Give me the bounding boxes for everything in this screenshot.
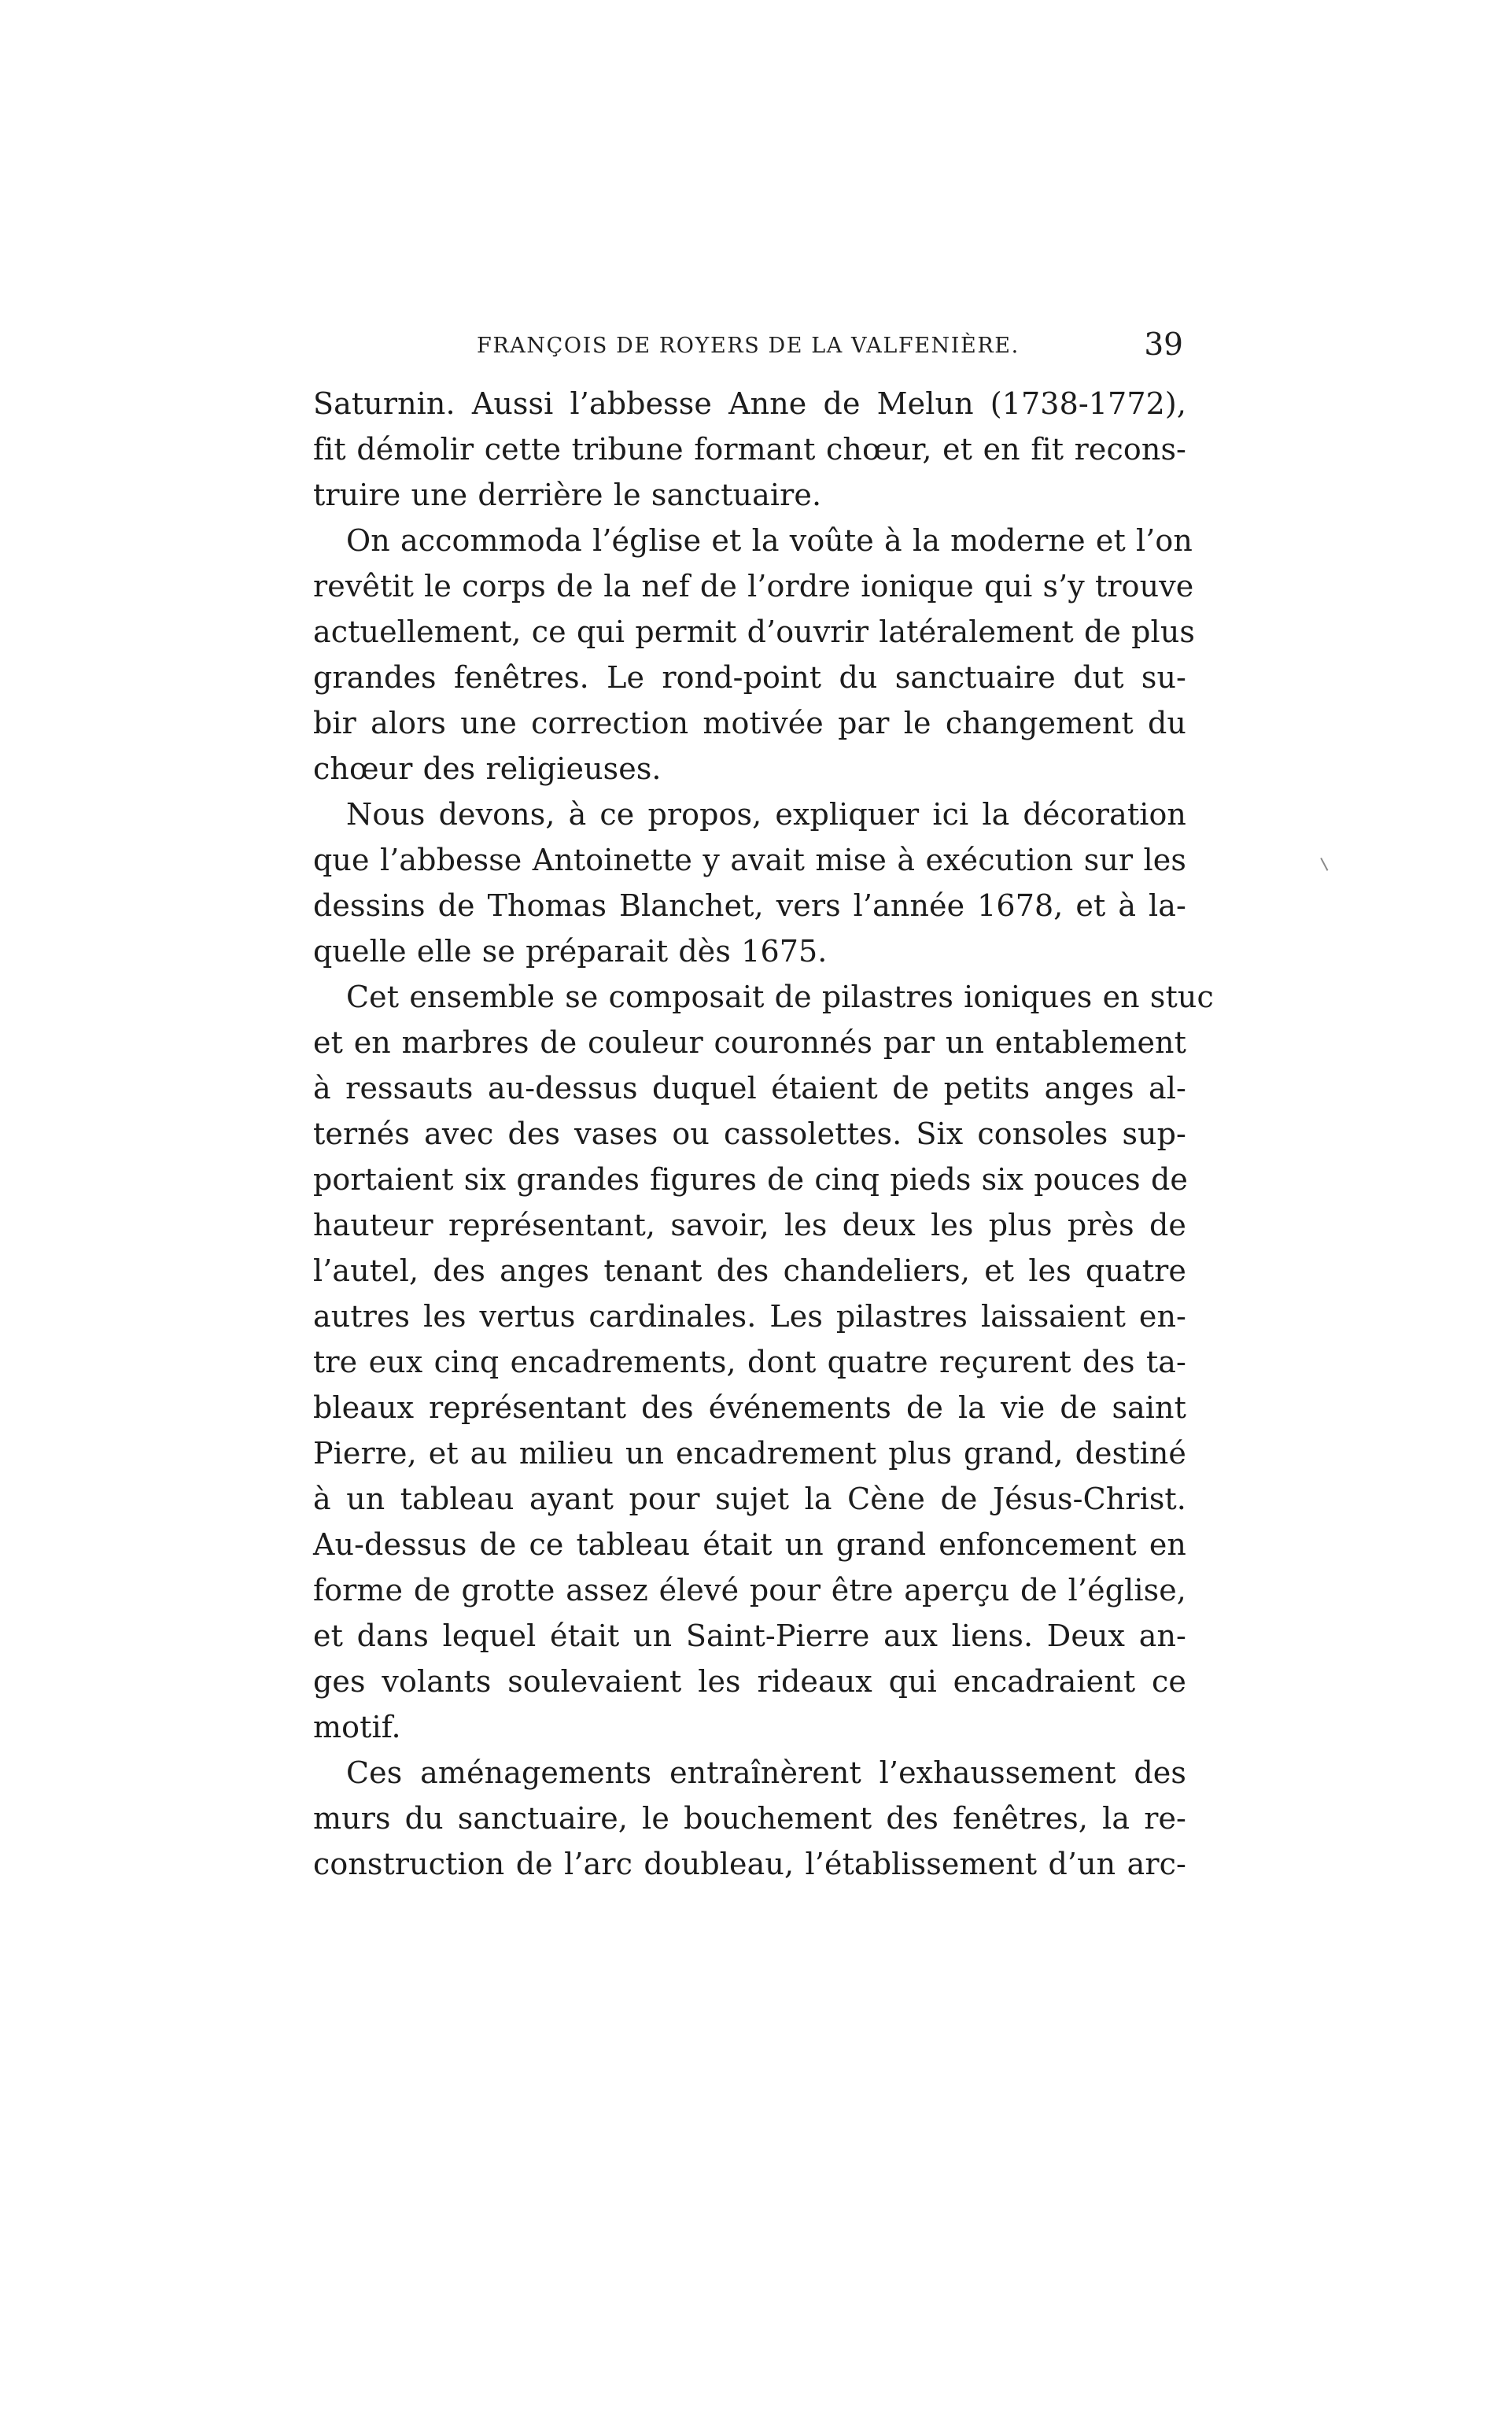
text-line: revêtit le corps de la nef de l’ordre ionique qui s’y trouve: [313, 569, 1194, 603]
text-line: ternés avec des vases ou cassolettes. Six consoles sup-: [313, 1117, 1186, 1151]
text-line: actuellement, ce qui permit d’ouvrir latéralement de plus: [313, 615, 1195, 649]
text-line: murs du sanctuaire, le bouchement des fenêtres, la re-: [313, 1801, 1186, 1836]
body-text: [313, 381, 1214, 1915]
text-line: portaient six grandes figures de cinq pieds six pouces de: [313, 1162, 1188, 1197]
text-line: construction de l’arc doubleau, l’établissement d’un arc-: [313, 1847, 1186, 1881]
margin-pencil-mark: [1320, 855, 1333, 871]
text-line: Nous devons, à ce propos, expliquer ici la décoration: [346, 797, 1186, 832]
text-line: autres les vertus cardinales. Les pilastres laissaient en-: [313, 1299, 1186, 1334]
text-line: Ces aménagements entraînèrent l’exhaussement des: [346, 1755, 1186, 1790]
text-line: bir alors une correction motivée par le changement du: [313, 706, 1186, 740]
text-line: bleaux représentant des événements de la vie de saint: [313, 1390, 1186, 1425]
text-line: et en marbres de couleur couronnés par un entablement: [313, 1025, 1186, 1060]
page-number: 39: [1144, 327, 1183, 363]
text-line: truire une derrière le sanctuaire.: [313, 478, 822, 512]
text-line: motif.: [313, 1710, 401, 1744]
text-line: On accommoda l’église et la voûte à la moderne et l’on: [346, 523, 1193, 558]
text-line: fit démolir cette tribune formant chœur, et en fit recons-: [313, 432, 1186, 467]
text-line: l’autel, des anges tenant des chandeliers, et les quatre: [313, 1253, 1186, 1288]
text-line: Saturnin. Aussi l’abbesse Anne de Melun (1738-1772),: [313, 386, 1186, 421]
running-title: FRANÇOIS DE ROYERS DE LA VALFENIÈRE.: [477, 334, 1020, 358]
text-line: Pierre, et au milieu un encadrement plus grand, destiné: [313, 1436, 1186, 1471]
text-line: à un tableau ayant pour sujet la Cène de Jésus-Christ.: [313, 1482, 1186, 1516]
text-line: ges volants soulevaient les rideaux qui encadraient ce: [313, 1664, 1186, 1699]
text-line: grandes fenêtres. Le rond-point du sanctuaire dut su-: [313, 660, 1186, 695]
text-line: quelle elle se préparait dès 1675.: [313, 934, 828, 969]
text-line: hauteur représentant, savoir, les deux les plus près de: [313, 1208, 1186, 1242]
running-head: [313, 327, 1186, 371]
text-line: tre eux cinq encadrements, dont quatre reçurent des ta-: [313, 1345, 1186, 1379]
text-line: que l’abbesse Antoinette y avait mise à exécution sur les: [313, 843, 1186, 877]
text-line: chœur des religieuses.: [313, 751, 662, 786]
text-line: forme de grotte assez élevé pour être aperçu de l’église,: [313, 1573, 1186, 1607]
text-line: dessins de Thomas Blanchet, vers l’année 1678, et à la-: [313, 888, 1186, 923]
text-line: et dans lequel était un Saint-Pierre aux liens. Deux an-: [313, 1619, 1186, 1653]
text-line: Cet ensemble se composait de pilastres ioniques en stuc: [346, 980, 1214, 1014]
text-line: Au-dessus de ce tableau était un grand enfoncement en: [313, 1527, 1186, 1562]
text-line: à ressauts au-dessus duquel étaient de petits anges al-: [313, 1071, 1186, 1105]
